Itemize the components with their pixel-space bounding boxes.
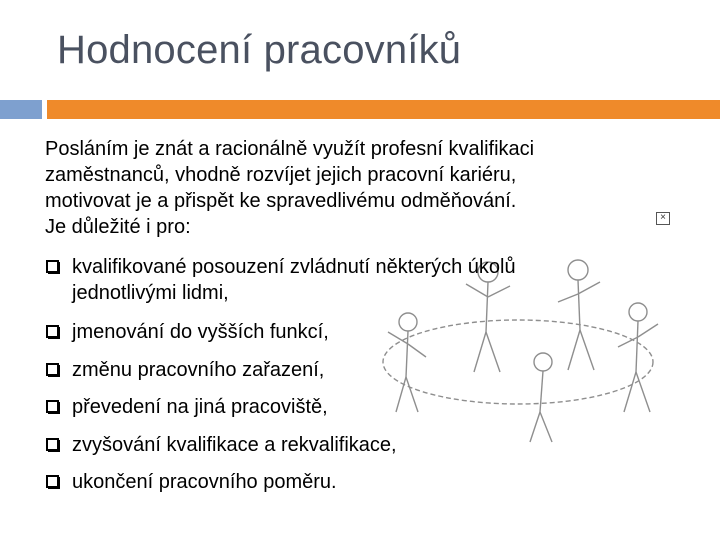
bullet-text: jednotlivými lidmi, [72, 282, 229, 304]
bullet-list [45, 254, 665, 495]
intro-line: zaměstnanců, vhodně rozvíjet jejich pracovní kariéru, [45, 164, 517, 186]
checkbox-square-icon [46, 363, 59, 376]
bullet-text: jmenování do vyšších funkcí, [72, 321, 329, 343]
bullet-item [45, 394, 665, 420]
accent-bar-blue [0, 100, 42, 119]
checkbox-square-icon [46, 475, 59, 488]
checkbox-square-icon [46, 438, 59, 451]
checkbox-square-icon [46, 260, 59, 273]
broken-image-icon: × [656, 212, 670, 225]
intro-line: Je důležité i pro: [45, 216, 191, 238]
bullet-item [45, 469, 665, 495]
checkbox-square-icon [46, 400, 59, 413]
bullet-text: kvalifikované posouzení zvládnutí některých úkolů [72, 256, 516, 278]
bullet-item [45, 319, 665, 345]
intro-paragraph [45, 136, 665, 240]
slide-body [45, 136, 665, 495]
slide-title: Hodnocení pracovníků [57, 28, 462, 72]
bullet-text: změnu pracovního zařazení, [72, 359, 325, 381]
bullet-text: převedení na jiná pracoviště, [72, 396, 328, 418]
bullet-text: ukončení pracovního poměru. [72, 471, 337, 493]
checkbox-square-icon [46, 325, 59, 338]
bullet-item [45, 432, 665, 458]
intro-line: motivovat je a přispět ke spravedlivému odměňování. [45, 190, 517, 212]
bullet-item [45, 254, 665, 306]
bullet-item [45, 357, 665, 383]
bullet-text: zvyšování kvalifikace a rekvalifikace, [72, 434, 397, 456]
accent-bar-orange [47, 100, 720, 119]
intro-line: Posláním je znát a racionálně využít profesní kvalifikaci [45, 138, 535, 160]
